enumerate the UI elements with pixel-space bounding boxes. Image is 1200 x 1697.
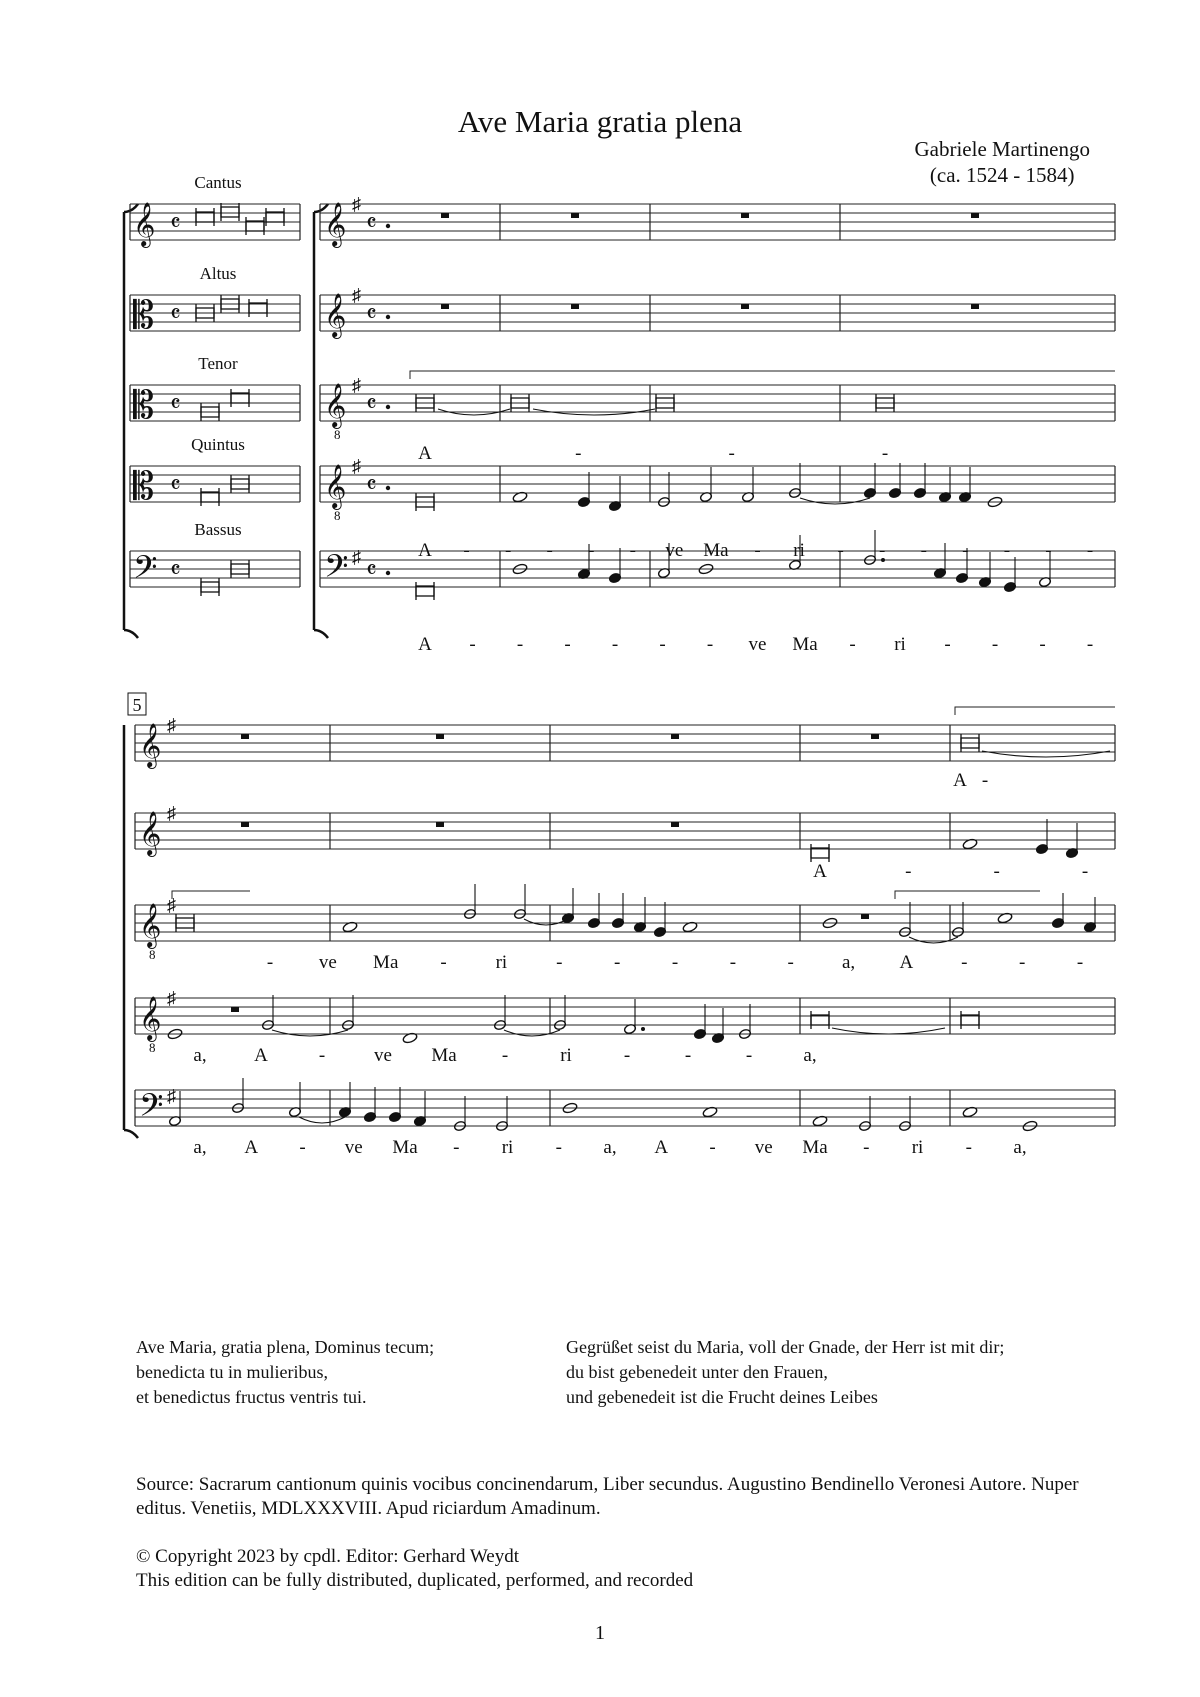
lyric-syllable: ri <box>560 1045 572 1066</box>
lyric-syllable: - <box>879 540 886 561</box>
tie <box>800 498 870 504</box>
lyric-syllable: Ma <box>703 540 729 561</box>
ligature-bracket <box>895 891 1040 899</box>
lyric-syllable: a, <box>603 1137 617 1158</box>
lyric-syllable: - <box>684 1045 692 1066</box>
lyrics <box>133 173 1094 1158</box>
whole-rest <box>871 734 879 739</box>
whole-rest <box>441 213 449 218</box>
treble-clef-icon: 𝄞 <box>139 813 162 855</box>
lyric-syllable: - <box>1076 952 1084 973</box>
lyric-syllable: - <box>837 540 844 561</box>
lyric-syllable: - <box>920 540 927 561</box>
lyric-syllable: - <box>709 1137 716 1158</box>
lyric-syllable: ve <box>318 952 337 973</box>
lyric-syllable: - <box>1018 952 1026 973</box>
lyric-syllable: A <box>654 1137 669 1158</box>
octave-marker: 8 <box>149 1040 156 1055</box>
lyric-syllable: - <box>745 1045 753 1066</box>
page-number: 1 <box>595 1622 605 1644</box>
lyric-syllable: ve <box>754 1137 773 1158</box>
whole-rest <box>571 213 579 218</box>
treble-clef-icon: 𝄞 <box>139 998 162 1040</box>
lyric-syllable: ri <box>894 634 906 655</box>
lyric-syllable: A <box>244 1137 259 1158</box>
cut-time-icon: 𝄴 <box>366 392 377 418</box>
whole-rest <box>671 734 679 739</box>
whole-rest <box>436 822 444 827</box>
lyric-syllable: A <box>418 634 432 655</box>
lyric-syllable: - <box>1081 861 1089 882</box>
treble-clef-icon: 𝄞 <box>324 466 347 508</box>
lyric-syllable: ri <box>911 1137 924 1158</box>
lyric-syllable: - <box>659 634 666 655</box>
octave-marker: 8 <box>149 947 156 962</box>
composer-dates: (ca. 1524 - 1584) <box>929 163 1075 187</box>
lyric-syllable: Ma <box>792 634 818 655</box>
lyric-syllable: ve <box>665 540 684 561</box>
tie <box>909 937 958 943</box>
dot <box>386 224 390 228</box>
lyric-syllable: - <box>991 634 999 655</box>
lyric-syllable: ve <box>748 634 767 655</box>
composer-name: Gabriele Martinengo <box>914 137 1090 161</box>
whole-rest <box>441 304 449 309</box>
lyric-syllable: a, <box>841 952 856 973</box>
octave-marker: 8 <box>334 508 341 523</box>
whole-rest <box>231 1007 239 1012</box>
lyric-syllable: - <box>1086 540 1094 561</box>
tie <box>832 1028 945 1034</box>
lyric-syllable: a, <box>1013 1137 1027 1158</box>
lyric-syllable: - <box>981 770 989 791</box>
lyric-syllable: - <box>863 1137 870 1158</box>
whole-rest <box>241 822 249 827</box>
latin-line: Ave Maria, gratia plena, Dominus tecum; <box>136 1337 435 1357</box>
bass-clef-icon: 𝄢 <box>133 551 158 593</box>
german-line: du bist gebenedeit unter den Frauen, <box>566 1362 828 1382</box>
lyric-syllable: - <box>469 634 476 655</box>
lyric-syllable: a, <box>193 1137 207 1158</box>
lyric-syllable: a, <box>803 1045 817 1066</box>
treble-clef-icon: 𝄞 <box>324 204 347 246</box>
lyric-syllable: A <box>418 443 432 464</box>
treble-clef-icon: 𝄞 <box>133 204 156 246</box>
lyric-syllable: - <box>905 861 912 882</box>
voice-label: Bassus <box>194 520 242 539</box>
lyric-syllable: - <box>754 540 761 561</box>
lyric-syllable: Ma <box>802 1137 828 1158</box>
lyric-syllable: - <box>440 952 447 973</box>
lyric-syllable: - <box>266 952 274 973</box>
lyric-syllable: Ma <box>373 952 399 973</box>
cut-time-icon: 𝄴 <box>366 302 377 328</box>
sharp-key-signature-icon: ♯ <box>167 895 176 915</box>
lyric-syllable: A <box>254 1045 268 1066</box>
sharp-key-signature-icon: ♯ <box>167 715 176 735</box>
lyric-syllable: - <box>588 540 595 561</box>
bass-clef-icon: 𝄢 <box>324 550 349 592</box>
lyric-syllable: - <box>728 443 735 464</box>
lyric-syllable: ve <box>374 1045 392 1066</box>
lyric-syllable: - <box>546 540 553 561</box>
c-clef-icon: 𝄡 <box>133 385 155 427</box>
whole-rest <box>241 734 249 739</box>
cut-time-icon: 𝄴 <box>170 473 181 499</box>
lyric-syllable: ri <box>793 540 805 561</box>
lyric-syllable: - <box>564 634 571 655</box>
lyric-syllable: - <box>555 1137 562 1158</box>
lyric-syllable: - <box>516 634 524 655</box>
german-text <box>566 1335 1004 1410</box>
whole-rest <box>671 822 679 827</box>
lyric-syllable: - <box>962 540 969 561</box>
lyric-syllable: - <box>671 952 679 973</box>
lyric-syllable: - <box>623 1045 631 1066</box>
treble-clef-icon: 𝄞 <box>324 295 347 337</box>
cut-time-icon: 𝄴 <box>366 473 377 499</box>
lyric-syllable: Ma <box>431 1045 457 1066</box>
lyric-syllable: - <box>613 952 621 973</box>
lyric-syllable: - <box>629 540 636 561</box>
ligature-bracket <box>172 891 250 899</box>
dot <box>386 315 390 319</box>
latin-line: et benedictus fructus ventris tui. <box>136 1387 367 1407</box>
lyric-syllable: - <box>575 443 582 464</box>
bass-clef-icon: 𝄢 <box>139 1089 164 1131</box>
whole-rest <box>741 213 749 218</box>
whole-rest <box>741 304 749 309</box>
ligature-bracket <box>955 707 1115 715</box>
sharp-key-signature-icon: ♯ <box>167 988 176 1008</box>
cut-time-icon: 𝄴 <box>170 392 181 418</box>
lyric-syllable: - <box>729 952 737 973</box>
voice-label: Quintus <box>191 435 245 454</box>
license-line: This edition can be fully distributed, duplicated, performed, and recorded <box>136 1570 694 1591</box>
lyric-syllable: - <box>849 634 856 655</box>
lyric-syllable: ri <box>495 952 508 973</box>
lyric-syllable: - <box>965 1137 972 1158</box>
lyric-syllable: A <box>899 952 914 973</box>
dot <box>386 571 390 575</box>
lyric-syllable: ve <box>344 1137 363 1158</box>
german-line: und gebenedeit ist die Frucht deines Leibes <box>566 1387 878 1407</box>
breve-note <box>221 207 239 217</box>
lyric-syllable: - <box>1045 540 1052 561</box>
lyric-syllable: - <box>787 952 794 973</box>
lyric-syllable: - <box>1039 634 1046 655</box>
treble-clef-icon: 𝄞 <box>139 725 162 767</box>
lyric-syllable: - <box>299 1137 306 1158</box>
sharp-key-signature-icon: ♯ <box>167 803 176 823</box>
whole-rest <box>971 304 979 309</box>
lyric-syllable: A <box>418 540 432 561</box>
lyric-syllable: - <box>318 1045 326 1066</box>
sharp-key-signature-icon: ♯ <box>352 547 361 567</box>
lyric-syllable: - <box>463 540 470 561</box>
ligature-bracket <box>410 371 1115 379</box>
lyric-syllable: - <box>944 634 951 655</box>
whole-rest <box>971 213 979 218</box>
cut-time-icon: 𝄴 <box>170 302 181 328</box>
voice-label: Altus <box>199 264 237 283</box>
lyric-syllable: a, <box>193 1045 207 1066</box>
lyric-syllable: - <box>1086 634 1094 655</box>
treble-clef-icon: 𝄞 <box>324 385 347 427</box>
voice-label: Cantus <box>194 173 242 192</box>
sharp-key-signature-icon: ♯ <box>352 285 361 305</box>
whole-rest <box>861 914 869 919</box>
source-note: Source: Sacrarum cantionum quinis vocibus concinendarum, Liber secundus. Augustino Bendinello Veronesi Autore. Nuper editus. Venetiis, MDLXXXVIII. Apud riciardum Amadinum. <box>136 1474 1079 1519</box>
treble-clef-icon: 𝄞 <box>139 905 162 947</box>
measure-number: 5 <box>132 695 142 715</box>
tie <box>524 919 568 925</box>
lyric-syllable: - <box>504 540 512 561</box>
lyric-syllable: - <box>881 443 889 464</box>
lyric-syllable: ri <box>501 1137 514 1158</box>
sharp-key-signature-icon: ♯ <box>352 375 361 395</box>
lyric-syllable: - <box>706 634 714 655</box>
c-clef-icon: 𝄡 <box>133 295 155 337</box>
sharp-key-signature-icon: ♯ <box>352 456 361 476</box>
dot <box>386 405 390 409</box>
lyric-syllable: - <box>611 634 619 655</box>
voice-label: Tenor <box>198 354 238 373</box>
c-clef-icon: 𝄡 <box>133 466 155 508</box>
cut-time-icon: 𝄴 <box>170 211 181 237</box>
whole-rest <box>436 734 444 739</box>
cut-time-icon: 𝄴 <box>366 558 377 584</box>
dot <box>641 1027 645 1031</box>
octave-marker: 8 <box>334 427 341 442</box>
tie <box>504 1030 560 1036</box>
music-symbols <box>133 194 1115 1132</box>
sharp-key-signature-icon: ♯ <box>352 194 361 214</box>
lyric-syllable: - <box>556 952 563 973</box>
lyric-syllable: Ma <box>392 1137 418 1158</box>
lyric-syllable: - <box>501 1045 509 1066</box>
latin-line: benedicta tu in mulieribus, <box>136 1362 328 1382</box>
whole-rest <box>571 304 579 309</box>
sharp-key-signature-icon: ♯ <box>167 1086 176 1106</box>
copyright-line: © Copyright 2023 by cpdl. Editor: Gerhard Weydt <box>136 1546 519 1567</box>
tie <box>299 1117 345 1123</box>
copyright-note <box>136 1545 693 1593</box>
cut-time-icon: 𝄴 <box>170 558 181 584</box>
cut-time-icon: 𝄴 <box>366 211 377 237</box>
lyric-syllable: A <box>813 861 827 882</box>
lyric-syllable: - <box>453 1137 460 1158</box>
lyric-syllable: - <box>961 952 968 973</box>
lyric-syllable: - <box>993 861 1000 882</box>
lyric-syllable: - <box>1003 540 1011 561</box>
latin-text <box>136 1335 434 1410</box>
tie <box>272 1030 348 1036</box>
german-line: Gegrüßet seist du Maria, voll der Gnade, der Herr ist mit dir; <box>566 1337 1005 1357</box>
lyric-syllable: A <box>953 770 967 791</box>
dot <box>386 486 390 490</box>
piece-title: Ave Maria gratia plena <box>457 104 743 139</box>
